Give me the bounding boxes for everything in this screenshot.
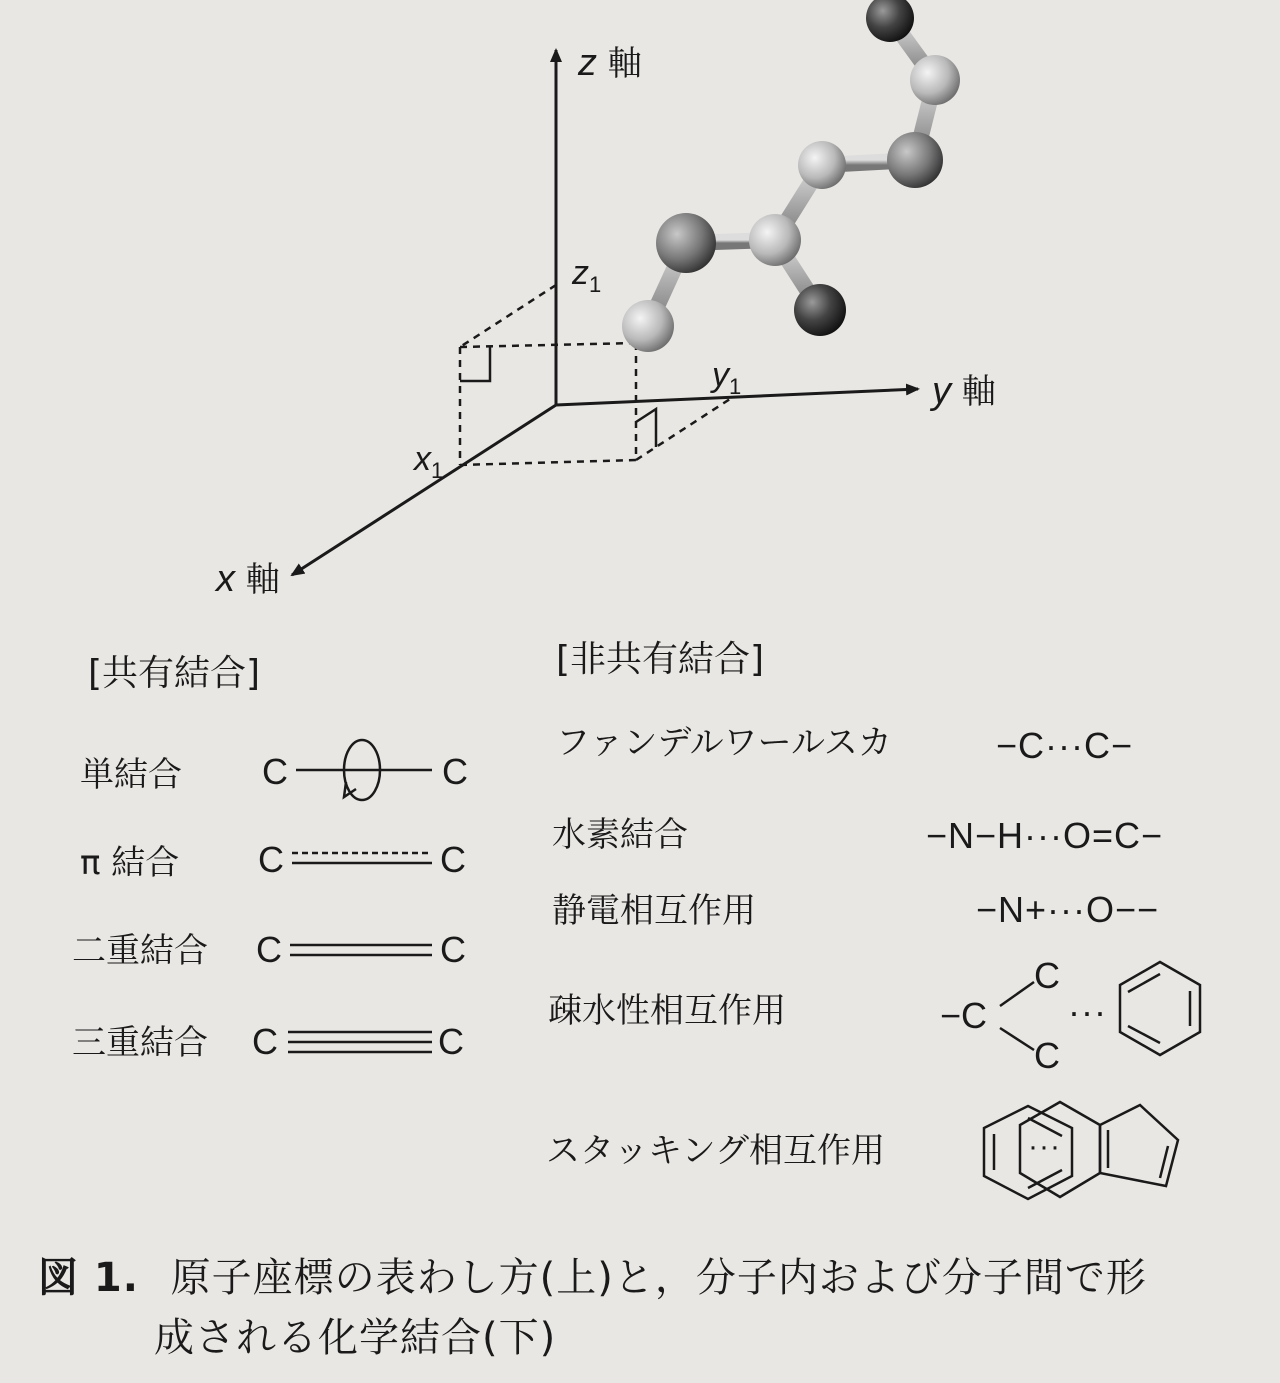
y-axis-label bbox=[932, 372, 996, 410]
caption-text-2: 成される化学結合(下) bbox=[154, 1315, 557, 1361]
figure-caption-line2 bbox=[154, 1315, 557, 1361]
hydrophobic-c-mid: −C bbox=[940, 995, 988, 1036]
x-axis-label bbox=[216, 560, 280, 598]
pi-bond-diagram bbox=[292, 853, 432, 863]
double-bond-diagram bbox=[290, 945, 432, 955]
triple-bond-left-atom: C bbox=[252, 1021, 278, 1062]
right-angle-mark bbox=[460, 347, 490, 381]
figure-caption-line1 bbox=[38, 1255, 1147, 1301]
y-axis-text: 軸 bbox=[961, 372, 996, 412]
x1-label: $x_1$ bbox=[414, 440, 444, 483]
right-angle-mark bbox=[636, 409, 656, 447]
z-axis-text: 軸 bbox=[607, 44, 642, 84]
benzene-ring bbox=[1120, 962, 1200, 1055]
stacking-name: スタッキング相互作用 bbox=[546, 1131, 885, 1171]
hydrophobic-c-top: C bbox=[1034, 955, 1060, 996]
x-axis-var: x bbox=[216, 558, 235, 600]
x-axis-text: 軸 bbox=[245, 560, 280, 600]
vdw-name: ファンデルワールスカ bbox=[556, 723, 892, 763]
single-bond-diagram bbox=[296, 740, 432, 800]
figure-number: 図 1. bbox=[38, 1255, 139, 1301]
triple-bond-name: 三重結合 bbox=[72, 1023, 208, 1063]
covalent-heading: [共有結合] bbox=[88, 653, 261, 694]
z1-label: $z_1$ bbox=[572, 254, 602, 297]
electrostatic-formula: −N+···O−− bbox=[976, 889, 1160, 930]
single-bond-name: 単結合 bbox=[80, 755, 182, 795]
noncovalent-heading: [非共有結合] bbox=[556, 639, 765, 680]
pi-bond-right-atom: C bbox=[440, 839, 466, 880]
y1-label: $y_1$ bbox=[712, 356, 742, 399]
hydrophobic-name: 疎水性相互作用 bbox=[548, 991, 786, 1031]
z-axis-label bbox=[578, 44, 642, 82]
z-axis-var: z bbox=[578, 42, 597, 84]
hydrophobic-c-bottom: C bbox=[1034, 1035, 1060, 1076]
hydrogen-bond-name: 水素結合 bbox=[552, 815, 688, 855]
molecule-model bbox=[622, 0, 960, 352]
electrostatic-name: 静電相互作用 bbox=[552, 891, 756, 931]
projection-box bbox=[460, 285, 730, 465]
vdw-formula: −C···C− bbox=[996, 725, 1134, 766]
single-bond-left-atom: C bbox=[262, 751, 288, 792]
triple-bond-diagram bbox=[288, 1032, 432, 1052]
stacking-diagram bbox=[984, 1102, 1178, 1199]
triple-bond-right-atom: C bbox=[438, 1021, 464, 1062]
double-bond-left-atom: C bbox=[256, 929, 282, 970]
caption-text-1: 原子座標の表わし方(上)と，分子内および分子間で形 bbox=[170, 1255, 1147, 1301]
single-bond-right-atom: C bbox=[442, 751, 468, 792]
y-axis-var: y bbox=[932, 370, 951, 412]
stacking-dots: ··· bbox=[1028, 1130, 1061, 1163]
pi-bond-left-atom: C bbox=[258, 839, 284, 880]
double-bond-name: 二重結合 bbox=[72, 931, 208, 971]
hydrophobic-dots: ··· bbox=[1068, 991, 1107, 1032]
hydrogen-bond-formula: −N−H···O=C− bbox=[926, 815, 1164, 856]
double-bond-right-atom: C bbox=[440, 929, 466, 970]
x-axis bbox=[292, 405, 556, 575]
pi-bond-name: π 結合 bbox=[80, 843, 180, 883]
